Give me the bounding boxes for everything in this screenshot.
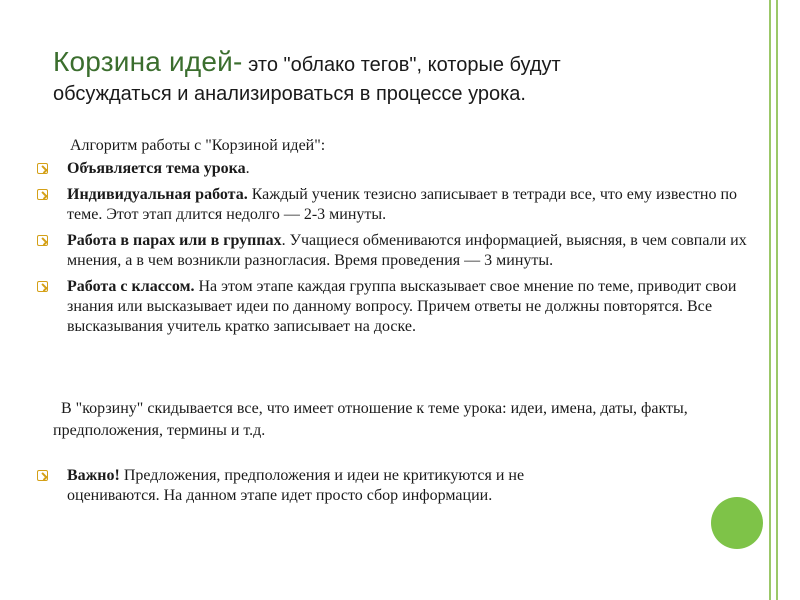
algorithm-list [37,159,747,343]
check-box-icon [37,281,48,292]
item-text: Каждый ученик тезисно записывает в тетради все, что ему известно по теме. Этот этап длится недолго — 2-3 минуты. [67,186,737,223]
item-text: . Учащиеся обмениваются информацией, выясняя, в чем совпали их мнения, а в чем возникли разногласия. Время проведения — 3 минуты. [67,232,747,269]
list-item [37,185,747,225]
item-text: На этом этапе каждая группа высказывает свое мнение по теме, приводит свои знания или высказывает идеи по данному вопросу. Причем ответы не должны повторятся. Все высказывания учитель кратко записывает на доске. [67,278,737,335]
title-rest: это "облако тегов", которые будут [242,54,561,76]
check-box-icon [37,163,48,174]
item-bold: Индивидуальная работа. [67,186,248,203]
list-item [37,277,747,337]
important-text: Предложения, предположения и идеи не критикуются и не [119,467,525,484]
slide-title [53,46,743,108]
important-bold: Важно! [67,467,120,484]
important-line2: оцениваются. На данном этапе идет просто сбор информации. [67,487,493,504]
check-box-icon [37,235,48,246]
frame-line-right [776,0,778,600]
important-note [37,466,747,506]
title-line2: обсуждаться и анализироваться в процессе урока. [53,83,526,105]
important-line1 [37,466,747,486]
title-main: Корзина идей- [53,46,243,77]
item-bold: Работа с классом. [67,278,195,295]
frame-line-left [769,0,771,600]
basket-paragraph: В "корзину" скидывается все, что имеет отношение к теме урока: идеи, имена, даты, факты, предположения, термины и т.д. [53,400,688,439]
list-item [37,231,747,271]
algorithm-heading: Алгоритм работы с "Корзиной идей": [70,137,326,154]
item-bold: Работа в парах или в группах [67,232,282,249]
list-item [37,159,747,179]
check-box-icon [37,470,48,481]
item-bold: Объявляется тема урока [67,160,246,177]
check-box-icon [37,189,48,200]
item-text: . [245,160,250,177]
